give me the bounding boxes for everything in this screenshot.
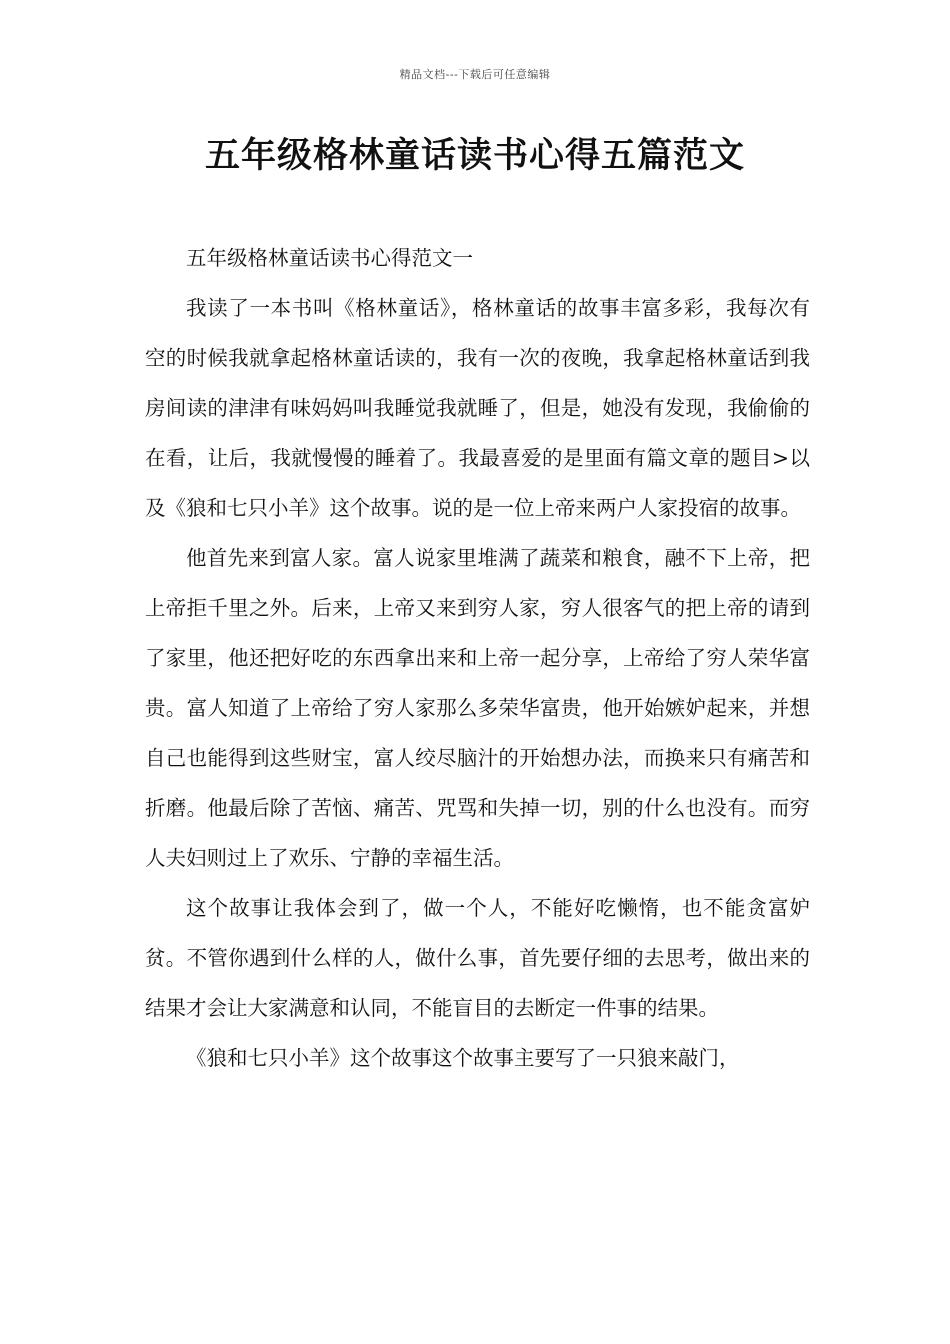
page-header: 精品文档---下载后可任意编辑 (399, 68, 551, 81)
document-body (145, 233, 810, 1083)
document-title: 五年级格林童话读书心得五篇范文 (204, 135, 745, 176)
section-heading: 五年级格林童话读书心得范文一 (186, 246, 473, 270)
paragraph: 我读了一本书叫《格林童话》，格林童话的故事丰富多彩，我每次有空的时候我就拿起格林童话读的，我有一次的夜晚，我拿起格林童话到我房间读的津津有味妈妈叫我睡觉我就睡了，但是，她没有发现，我偷偷的在看，让后，我就慢慢的睡着了。我最喜爱的是里面有篇文章的题目>以及《狼和七只小羊》这个故事。说的是一位上帝来两户人家投宿的故事。 (145, 296, 810, 520)
paragraph: 这个故事让我体会到了，做一个人，不能好吃懒惰，也不能贪富妒贫。不管你遇到什么样的人，做什么事，首先要仔细的去思考，做出来的结果才会让大家满意和认同，不能盲目的去断定一件事的结果。 (145, 896, 810, 1020)
paragraph: 《狼和七只小羊》这个故事这个故事主要写了一只狼来敲门， (186, 1046, 740, 1070)
paragraph: 他首先来到富人家。富人说家里堆满了蔬菜和粮食，融不下上帝，把上帝拒千里之外。后来，上帝又来到穷人家，穷人很客气的把上帝的请到了家里，他还把好吃的东西拿出来和上帝一起分享，上帝给了穷人荣华富贵。富人知道了上帝给了穷人家那么多荣华富贵，他开始嫉妒起来，并想自己也能得到这些财宝，富人绞尽脑汁的开始想办法，而换来只有痛苦和折磨。他最后除了苦恼、痛苦、咒骂和失掉一切，别的什么也没有。而穷人夫妇则过上了欢乐、宁静的幸福生活。 (145, 546, 810, 870)
